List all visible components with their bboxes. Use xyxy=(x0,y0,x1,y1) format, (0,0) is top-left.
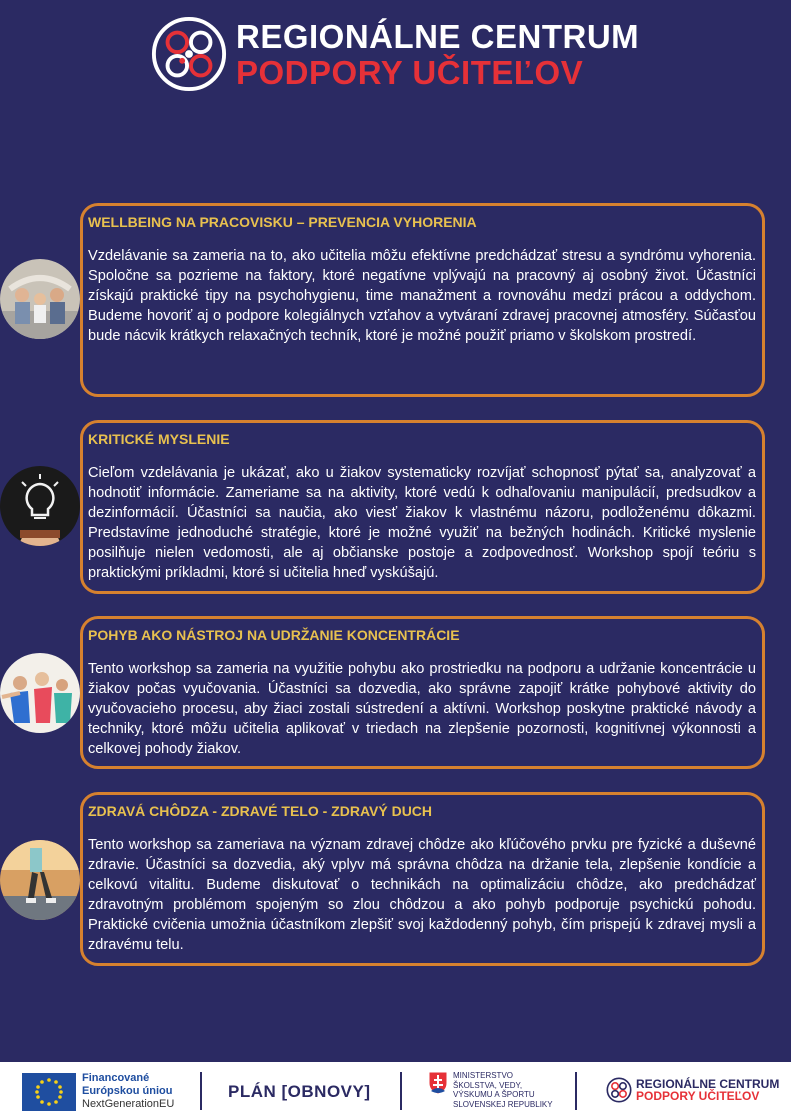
section-title: POHYB AKO NÁSTROJ NA UDRŽANIE KONCENTRÁCIE xyxy=(88,627,460,643)
rc-line1: REGIONÁLNE CENTRUM xyxy=(636,1077,780,1091)
ministry-logo xyxy=(428,1071,553,1109)
brand-title xyxy=(236,17,640,91)
eu-line3: NextGenerationEU xyxy=(82,1098,175,1110)
divider xyxy=(575,1072,577,1110)
eu-flag-icon xyxy=(22,1073,76,1111)
ministry-line2: ŠKOLSTVA, VEDY, xyxy=(453,1080,523,1090)
rcpu-small-logo-icon xyxy=(606,1077,632,1103)
rc-line2: PODPORY UČITEĽOV xyxy=(636,1089,760,1103)
section-critical-thinking xyxy=(80,420,765,594)
ministry-line4: SLOVENSKEJ REPUBLIKY xyxy=(453,1099,553,1109)
section-text: Cieľom vzdelávania je ukázať, ako u žiakov systematicky rozvíjať schopnosť pýtať sa, analyzovať a hodnotiť informácie. Zameriame sa na aktivity, ktoré vedú k odhaľovaniu manipulácií, predsudkov a dezinformácií. Účastníci sa naučia, ako viesť žiakov k vlastnému názoru, podloženému dôkazmi. Predstavíme jednoduché stratégie, ktoré je možné využiť na bežných hodinách. Kritické myslenie posilňuje nielen vedomosti, ale aj občianske postoje a zodpovednosť. Workshop spojí teóriu s praktickými príkladmi, ktoré si učitelia hneď vyskúšajú. xyxy=(88,465,756,581)
eu-funding-logo xyxy=(22,1072,174,1111)
brand-line1: REGIONÁLNE CENTRUM xyxy=(236,17,640,55)
section-title: ZDRAVÁ CHÔDZA - ZDRAVÉ TELO - ZDRAVÝ DUCH xyxy=(88,803,433,819)
section-title: WELLBEING NA PRACOVISKU – PREVENCIA VYHORENIA xyxy=(88,214,477,230)
slovak-coat-of-arms-icon xyxy=(428,1071,448,1095)
footer xyxy=(0,1062,791,1120)
rcpu-footer-logo xyxy=(606,1077,779,1103)
ministry-line3: VÝSKUMU A ŠPORTU xyxy=(453,1090,535,1099)
rcpu-logo-icon xyxy=(150,15,228,93)
header xyxy=(150,14,639,94)
section-text: Vzdelávanie sa zameria na to, ako učitelia môžu efektívne predchádzať stresu a syndrómu vyhorenia. Spoločne sa pozrieme na faktory, ktoré negatívne vplývajú na pracovný aj osobný život. Účastníci získajú praktické tipy na psychohygienu, time manažment a rovnováhu medzi prácou a oddychom. Budeme hovoriť aj o podpore kolegiálnych vzťahov a vytváraní zdravej pracovnej atmosféry. Súčasťou bude nácvik krátkych relaxačných techník, ktoré je možné použiť priamo v školskom prostredí. xyxy=(88,248,756,344)
section-healthy-walking xyxy=(80,792,765,966)
ministry-line1: MINISTERSTVO xyxy=(453,1071,514,1080)
divider xyxy=(400,1072,402,1110)
section-movement xyxy=(80,616,765,769)
eu-line1: Financované xyxy=(82,1072,150,1084)
plan-obnovy-logo: PLÁN [OBNOVY] xyxy=(228,1082,371,1101)
brand-line2: PODPORY UČITEĽOV xyxy=(236,53,584,91)
kids-exercise-photo xyxy=(0,653,80,733)
eu-line2: Európskou úniou xyxy=(82,1085,173,1097)
section-title: KRITICKÉ MYSLENIE xyxy=(88,431,230,447)
walking-photo xyxy=(0,840,80,920)
lightbulb-thinking-photo xyxy=(0,466,80,546)
section-text: Tento workshop sa zameriava na význam zdravej chôdze ako kľúčového prvku pre fyzické a duševné zdravie. Účastníci sa dozvedia, aký vplyv má správna chôdza na držanie tela, zlepšenie kondície a celkovú vitalitu. Budeme diskutovať o technikách na optimalizáciu chôdze, ako predchádzať zdravotným problémom spojeným so zlou chôdzou a ako pohyb podporuje psychickú pohodu. Praktické cvičenia umožnia účastníkom zlepšiť svoj každodenný pohyb, čím prispejú k zdravej mysli a zdravému telu. xyxy=(88,837,756,953)
divider xyxy=(200,1072,202,1110)
section-text: Tento workshop sa zameria na využitie pohybu ako prostriedku na podporu a udržanie koncentrácie u žiakov počas vyučovania. Účastníci sa dozvedia, ako správne zapojiť krátke pohybové aktivity do vyučovacieho procesu, aby žiaci zostali sústredení a aktívni. Workshop poskytne praktické návody a techniky, ktoré môžu učitelia aplikovať v triedach na zlepšenie pozornosti, kognitívnej výkonnosti a celkovej pohody žiakov. xyxy=(88,661,756,757)
section-wellbeing xyxy=(80,203,765,397)
family-photo xyxy=(0,259,80,339)
